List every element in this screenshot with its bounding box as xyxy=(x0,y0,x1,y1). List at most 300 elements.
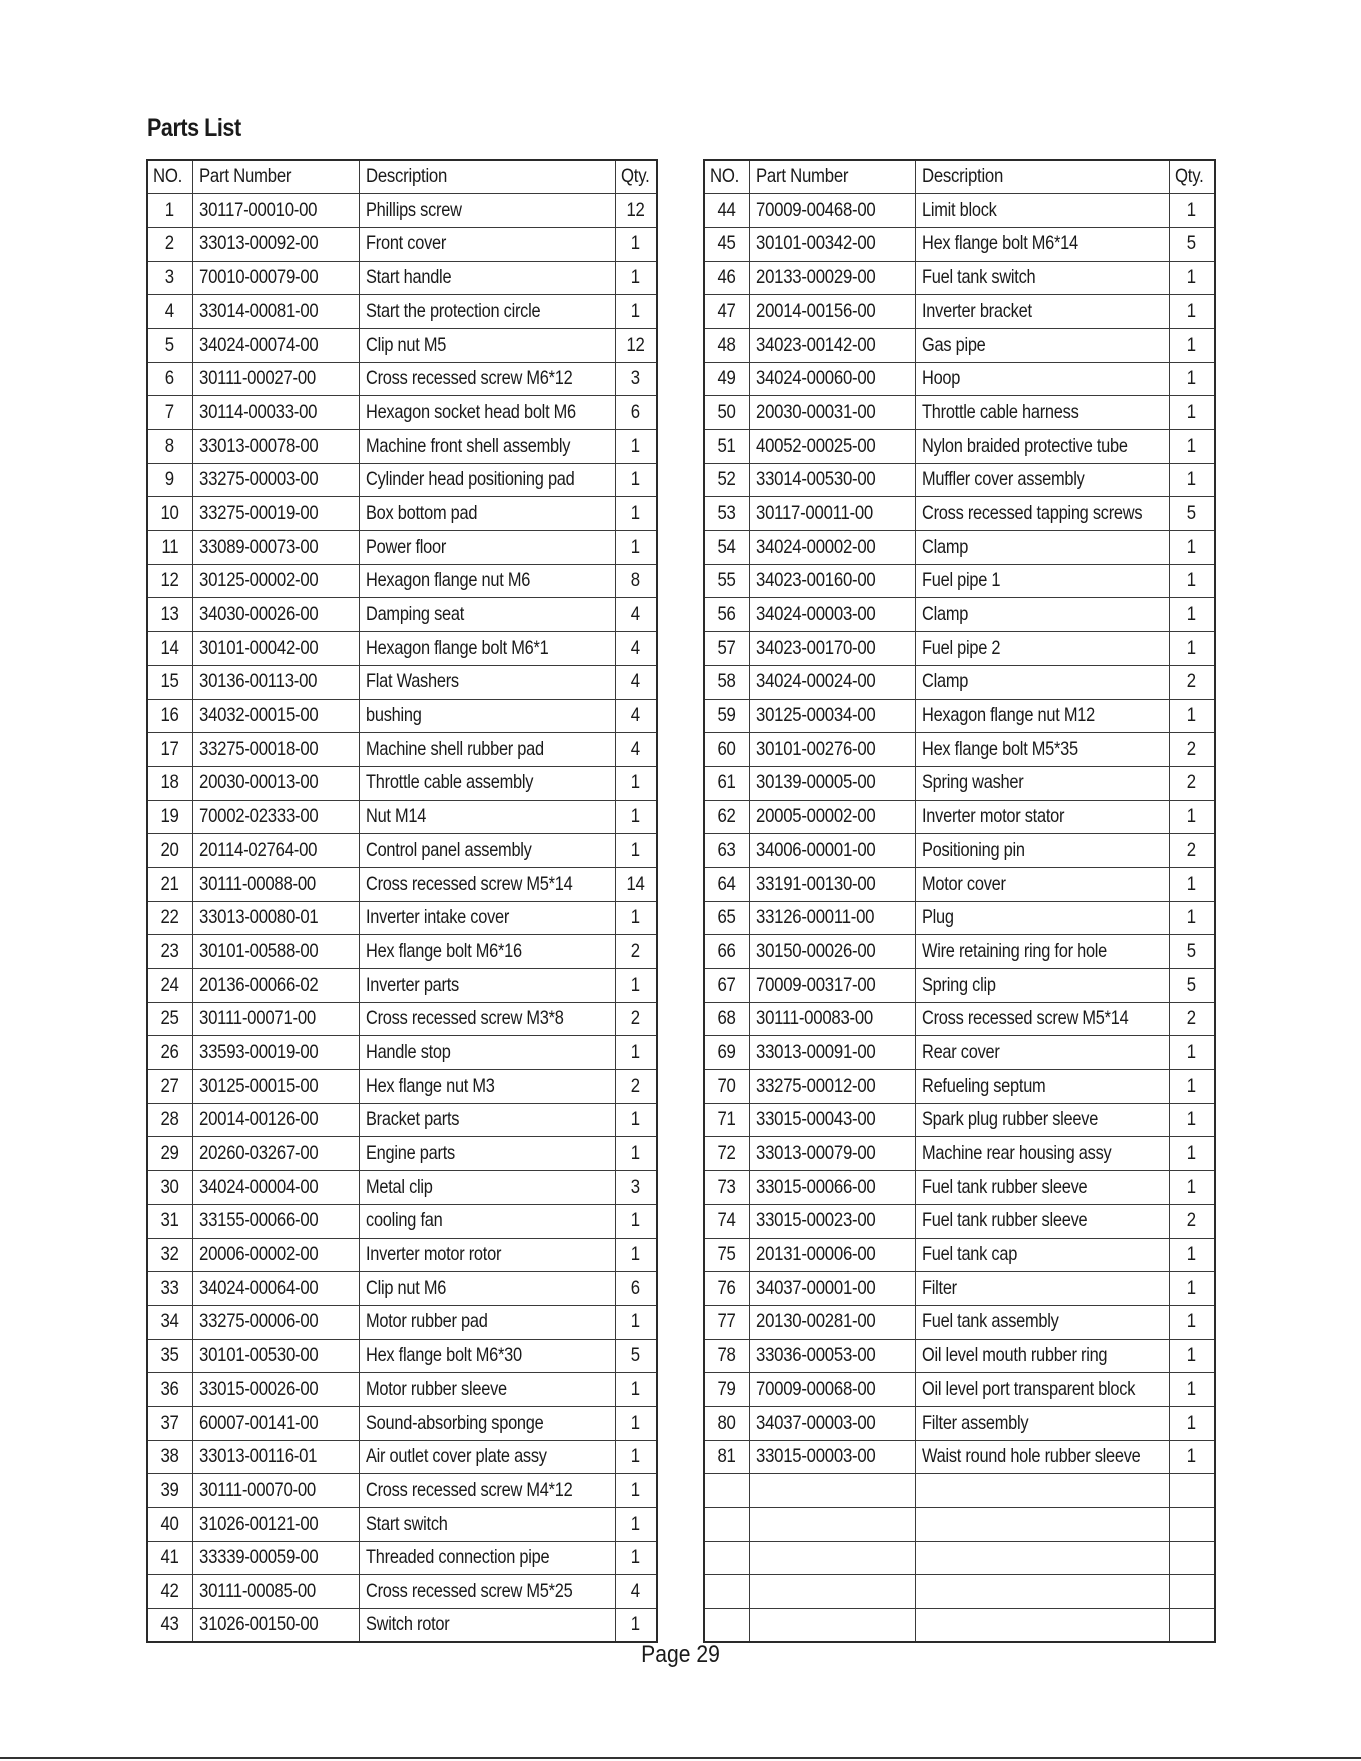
cell-no: 79 xyxy=(704,1373,749,1407)
cell-no xyxy=(704,1474,749,1508)
cell-qty: 1 xyxy=(615,1541,657,1575)
table-row xyxy=(147,194,657,228)
table-row xyxy=(147,1204,657,1238)
cell-part-number: 33036-00053-00 xyxy=(749,1339,915,1373)
cell-no: 52 xyxy=(704,463,749,497)
cell-qty: 1 xyxy=(615,1406,657,1440)
cell-description: Positioning pin xyxy=(915,834,1169,868)
table-row xyxy=(704,497,1215,531)
cell-description: Clip nut M5 xyxy=(359,328,615,362)
cell-no: 15 xyxy=(147,665,192,699)
table-row xyxy=(147,1305,657,1339)
cell-part-number: 34024-00074-00 xyxy=(192,328,359,362)
cell-no: 69 xyxy=(704,1036,749,1070)
cell-description: Cross recessed tapping screws xyxy=(915,497,1169,531)
cell-no: 45 xyxy=(704,227,749,261)
cell-no: 66 xyxy=(704,935,749,969)
cell-description: Plug xyxy=(915,901,1169,935)
table-row xyxy=(147,766,657,800)
cell-description: Clamp xyxy=(915,598,1169,632)
cell-no: 65 xyxy=(704,901,749,935)
table-row xyxy=(147,1103,657,1137)
cell-part-number: 20130-00281-00 xyxy=(749,1305,915,1339)
cell-qty: 1 xyxy=(615,430,657,464)
cell-part-number: 30125-00034-00 xyxy=(749,699,915,733)
table-row xyxy=(704,901,1215,935)
cell-no: 27 xyxy=(147,1070,192,1104)
cell-qty: 1 xyxy=(615,766,657,800)
cell-description: Filter assembly xyxy=(915,1406,1169,1440)
cell-description: Hoop xyxy=(915,362,1169,396)
table-row xyxy=(147,665,657,699)
cell-part-number: 33015-00026-00 xyxy=(192,1373,359,1407)
cell-qty: 1 xyxy=(1169,430,1215,464)
cell-no: 61 xyxy=(704,766,749,800)
cell-description: Cross recessed screw M3*8 xyxy=(359,1002,615,1036)
cell-qty: 2 xyxy=(615,935,657,969)
cell-qty: 1 xyxy=(1169,261,1215,295)
cell-no: 36 xyxy=(147,1373,192,1407)
cell-description: Muffler cover assembly xyxy=(915,463,1169,497)
cell-part-number: 30101-00042-00 xyxy=(192,632,359,666)
cell-part-number: 34030-00026-00 xyxy=(192,598,359,632)
cell-part-number: 34024-00003-00 xyxy=(749,598,915,632)
cell-qty: 1 xyxy=(1169,564,1215,598)
cell-no: 7 xyxy=(147,396,192,430)
cell-description: Sound-absorbing sponge xyxy=(359,1406,615,1440)
cell-part-number: 20030-00013-00 xyxy=(192,766,359,800)
cell-no: 58 xyxy=(704,665,749,699)
table-row xyxy=(147,1171,657,1205)
table-row xyxy=(147,531,657,565)
cell-part-number: 33015-00003-00 xyxy=(749,1440,915,1474)
cell-qty: 1 xyxy=(615,1238,657,1272)
cell-no: 8 xyxy=(147,430,192,464)
cell-part-number xyxy=(749,1541,915,1575)
cell-qty: 1 xyxy=(1169,632,1215,666)
cell-description: Fuel tank assembly xyxy=(915,1305,1169,1339)
table-row xyxy=(704,632,1215,666)
cell-description: cooling fan xyxy=(359,1204,615,1238)
cell-part-number: 33015-00066-00 xyxy=(749,1171,915,1205)
cell-description: Start the protection circle xyxy=(359,295,615,329)
cell-part-number: 30101-00588-00 xyxy=(192,935,359,969)
table-row xyxy=(147,1609,657,1643)
cell-qty: 4 xyxy=(615,665,657,699)
cell-qty: 1 xyxy=(1169,1070,1215,1104)
cell-description: Box bottom pad xyxy=(359,497,615,531)
cell-no: 54 xyxy=(704,531,749,565)
cell-description: Inverter motor rotor xyxy=(359,1238,615,1272)
table-row xyxy=(147,564,657,598)
cell-description: Fuel tank switch xyxy=(915,261,1169,295)
cell-part-number xyxy=(749,1508,915,1542)
parts-table-left-body xyxy=(147,194,657,1643)
cell-description: Inverter parts xyxy=(359,969,615,1003)
cell-part-number: 33155-00066-00 xyxy=(192,1204,359,1238)
table-row xyxy=(704,1070,1215,1104)
table-row xyxy=(147,1440,657,1474)
cell-qty: 1 xyxy=(615,1103,657,1137)
table-row xyxy=(704,227,1215,261)
cell-part-number: 33191-00130-00 xyxy=(749,867,915,901)
cell-description: Start switch xyxy=(359,1508,615,1542)
cell-description: Fuel pipe 2 xyxy=(915,632,1169,666)
cell-qty: 14 xyxy=(615,867,657,901)
cell-description: Oil level port transparent block xyxy=(915,1373,1169,1407)
table-row xyxy=(147,261,657,295)
cell-description: Spring clip xyxy=(915,969,1169,1003)
table-row xyxy=(704,1137,1215,1171)
cell-no: 60 xyxy=(704,733,749,767)
cell-part-number: 70009-00317-00 xyxy=(749,969,915,1003)
cell-description: Cross recessed screw M5*14 xyxy=(915,1002,1169,1036)
cell-no: 21 xyxy=(147,867,192,901)
cell-no: 11 xyxy=(147,531,192,565)
cell-no: 9 xyxy=(147,463,192,497)
cell-no: 17 xyxy=(147,733,192,767)
cell-no: 71 xyxy=(704,1103,749,1137)
table-row xyxy=(704,328,1215,362)
cell-no: 43 xyxy=(147,1609,192,1643)
cell-part-number xyxy=(749,1474,915,1508)
cell-description: Wire retaining ring for hole xyxy=(915,935,1169,969)
cell-no: 28 xyxy=(147,1103,192,1137)
cell-no: 81 xyxy=(704,1440,749,1474)
cell-description: Cross recessed screw M6*12 xyxy=(359,362,615,396)
cell-no: 53 xyxy=(704,497,749,531)
table-row xyxy=(704,665,1215,699)
cell-no: 55 xyxy=(704,564,749,598)
cell-qty: 1 xyxy=(1169,598,1215,632)
table-row xyxy=(704,699,1215,733)
cell-qty: 1 xyxy=(615,531,657,565)
cell-qty: 1 xyxy=(615,1609,657,1643)
cell-qty: 1 xyxy=(1169,396,1215,430)
cell-no: 46 xyxy=(704,261,749,295)
cell-description: Hexagon flange bolt M6*1 xyxy=(359,632,615,666)
table-row xyxy=(147,800,657,834)
cell-description: Hex flange bolt M5*35 xyxy=(915,733,1169,767)
cell-description: Hex flange bolt M6*30 xyxy=(359,1339,615,1373)
cell-description: Fuel pipe 1 xyxy=(915,564,1169,598)
table-row xyxy=(704,969,1215,1003)
cell-description: Machine front shell assembly xyxy=(359,430,615,464)
cell-qty: 4 xyxy=(615,1575,657,1609)
cell-no: 57 xyxy=(704,632,749,666)
cell-no: 64 xyxy=(704,867,749,901)
cell-qty: 1 xyxy=(1169,1339,1215,1373)
cell-qty: 1 xyxy=(1169,1440,1215,1474)
cell-part-number: 20260-03267-00 xyxy=(192,1137,359,1171)
cell-qty: 1 xyxy=(615,1474,657,1508)
cell-qty: 1 xyxy=(1169,295,1215,329)
cell-description: Switch rotor xyxy=(359,1609,615,1643)
cell-description: Inverter motor stator xyxy=(915,800,1169,834)
cell-no: 73 xyxy=(704,1171,749,1205)
cell-description: Air outlet cover plate assy xyxy=(359,1440,615,1474)
bottom-rule xyxy=(0,1757,1361,1759)
cell-description: Phillips screw xyxy=(359,194,615,228)
cell-qty: 1 xyxy=(1169,1171,1215,1205)
cell-no xyxy=(704,1609,749,1643)
cell-qty: 1 xyxy=(1169,901,1215,935)
cell-no: 33 xyxy=(147,1272,192,1306)
column-header-qty: Qty. xyxy=(615,160,657,194)
cell-part-number: 70009-00068-00 xyxy=(749,1373,915,1407)
cell-part-number: 33013-00092-00 xyxy=(192,227,359,261)
cell-part-number: 20005-00002-00 xyxy=(749,800,915,834)
parts-table-right-body xyxy=(704,194,1215,1643)
cell-part-number: 34023-00170-00 xyxy=(749,632,915,666)
cell-part-number: 30101-00342-00 xyxy=(749,227,915,261)
cell-description: Waist round hole rubber sleeve xyxy=(915,1440,1169,1474)
table-row xyxy=(704,733,1215,767)
cell-description: Refueling septum xyxy=(915,1070,1169,1104)
cell-description: Front cover xyxy=(359,227,615,261)
table-row xyxy=(704,261,1215,295)
cell-qty: 1 xyxy=(1169,867,1215,901)
table-row xyxy=(147,969,657,1003)
table-row xyxy=(147,632,657,666)
table-header-row xyxy=(704,160,1215,194)
cell-qty: 8 xyxy=(615,564,657,598)
cell-part-number: 30101-00530-00 xyxy=(192,1339,359,1373)
table-row xyxy=(147,834,657,868)
cell-description: Hexagon flange nut M6 xyxy=(359,564,615,598)
table-row xyxy=(147,1036,657,1070)
cell-part-number: 31026-00150-00 xyxy=(192,1609,359,1643)
cell-description: Inverter bracket xyxy=(915,295,1169,329)
cell-qty: 1 xyxy=(615,1373,657,1407)
cell-part-number: 30136-00113-00 xyxy=(192,665,359,699)
table-row xyxy=(147,362,657,396)
cell-qty xyxy=(1169,1575,1215,1609)
cell-no: 35 xyxy=(147,1339,192,1373)
cell-no: 51 xyxy=(704,430,749,464)
cell-part-number: 70002-02333-00 xyxy=(192,800,359,834)
cell-qty: 2 xyxy=(615,1070,657,1104)
column-header-description: Description xyxy=(359,160,615,194)
cell-qty: 1 xyxy=(1169,1305,1215,1339)
cell-part-number: 30111-00027-00 xyxy=(192,362,359,396)
cell-part-number: 30125-00002-00 xyxy=(192,564,359,598)
column-header-no: NO. xyxy=(704,160,749,194)
parts-table-left xyxy=(146,159,658,1643)
cell-part-number: 34037-00001-00 xyxy=(749,1272,915,1306)
cell-qty: 1 xyxy=(1169,800,1215,834)
cell-no: 80 xyxy=(704,1406,749,1440)
cell-part-number: 33275-00003-00 xyxy=(192,463,359,497)
cell-part-number: 33015-00023-00 xyxy=(749,1204,915,1238)
cell-qty: 1 xyxy=(615,1305,657,1339)
cell-qty: 1 xyxy=(1169,1373,1215,1407)
cell-part-number: 30101-00276-00 xyxy=(749,733,915,767)
cell-description xyxy=(915,1609,1169,1643)
cell-no: 3 xyxy=(147,261,192,295)
cell-description: Power floor xyxy=(359,531,615,565)
cell-part-number: 33593-00019-00 xyxy=(192,1036,359,1070)
cell-description: Filter xyxy=(915,1272,1169,1306)
cell-description: Inverter intake cover xyxy=(359,901,615,935)
cell-qty: 1 xyxy=(1169,463,1215,497)
column-header-description: Description xyxy=(915,160,1169,194)
cell-description: Fuel tank rubber sleeve xyxy=(915,1204,1169,1238)
cell-qty: 1 xyxy=(615,1137,657,1171)
cell-qty: 2 xyxy=(1169,834,1215,868)
cell-qty: 3 xyxy=(615,1171,657,1205)
cell-no: 78 xyxy=(704,1339,749,1373)
cell-description: Clamp xyxy=(915,531,1169,565)
cell-part-number: 20131-00006-00 xyxy=(749,1238,915,1272)
table-row xyxy=(704,463,1215,497)
cell-part-number: 34023-00142-00 xyxy=(749,328,915,362)
table-row xyxy=(704,1036,1215,1070)
table-row xyxy=(147,598,657,632)
table-row xyxy=(147,328,657,362)
table-row xyxy=(704,1002,1215,1036)
cell-no: 12 xyxy=(147,564,192,598)
cell-description: Spring washer xyxy=(915,766,1169,800)
cell-part-number: 70010-00079-00 xyxy=(192,261,359,295)
cell-no: 76 xyxy=(704,1272,749,1306)
cell-no: 16 xyxy=(147,699,192,733)
cell-no: 70 xyxy=(704,1070,749,1104)
cell-part-number: 20136-00066-02 xyxy=(192,969,359,1003)
cell-description: Start handle xyxy=(359,261,615,295)
cell-description: Nylon braided protective tube xyxy=(915,430,1169,464)
cell-no: 41 xyxy=(147,1541,192,1575)
cell-description: Oil level mouth rubber ring xyxy=(915,1339,1169,1373)
cell-part-number: 30150-00026-00 xyxy=(749,935,915,969)
table-row xyxy=(147,733,657,767)
table-row xyxy=(704,766,1215,800)
cell-no: 47 xyxy=(704,295,749,329)
cell-description: Machine rear housing assy xyxy=(915,1137,1169,1171)
cell-description: Metal clip xyxy=(359,1171,615,1205)
cell-description: Hex flange nut M3 xyxy=(359,1070,615,1104)
cell-qty: 1 xyxy=(1169,1103,1215,1137)
table-row xyxy=(704,430,1215,464)
table-row xyxy=(147,1406,657,1440)
cell-description xyxy=(915,1474,1169,1508)
cell-description: Cylinder head positioning pad xyxy=(359,463,615,497)
cell-part-number: 20133-00029-00 xyxy=(749,261,915,295)
cell-no: 2 xyxy=(147,227,192,261)
cell-description: Spark plug rubber sleeve xyxy=(915,1103,1169,1137)
cell-part-number: 30111-00083-00 xyxy=(749,1002,915,1036)
cell-no: 32 xyxy=(147,1238,192,1272)
cell-part-number: 34024-00060-00 xyxy=(749,362,915,396)
cell-qty xyxy=(1169,1609,1215,1643)
cell-qty: 1 xyxy=(615,295,657,329)
cell-description: Nut M14 xyxy=(359,800,615,834)
cell-qty: 5 xyxy=(1169,497,1215,531)
cell-qty: 1 xyxy=(1169,1036,1215,1070)
cell-qty: 5 xyxy=(1169,935,1215,969)
table-row xyxy=(147,1339,657,1373)
table-row xyxy=(147,227,657,261)
column-header-part-number: Part Number xyxy=(749,160,915,194)
table-row xyxy=(147,867,657,901)
cell-description: Machine shell rubber pad xyxy=(359,733,615,767)
table-row xyxy=(147,463,657,497)
cell-qty: 2 xyxy=(1169,665,1215,699)
cell-qty: 3 xyxy=(615,362,657,396)
cell-part-number: 34006-00001-00 xyxy=(749,834,915,868)
cell-qty: 1 xyxy=(1169,328,1215,362)
cell-no: 48 xyxy=(704,328,749,362)
cell-no: 14 xyxy=(147,632,192,666)
cell-description: Throttle cable assembly xyxy=(359,766,615,800)
cell-part-number: 33013-00116-01 xyxy=(192,1440,359,1474)
cell-description xyxy=(915,1575,1169,1609)
cell-no: 5 xyxy=(147,328,192,362)
table-row xyxy=(704,1575,1215,1609)
table-row xyxy=(147,1508,657,1542)
cell-description: Engine parts xyxy=(359,1137,615,1171)
cell-part-number: 34024-00004-00 xyxy=(192,1171,359,1205)
cell-part-number: 40052-00025-00 xyxy=(749,430,915,464)
cell-no: 10 xyxy=(147,497,192,531)
cell-no: 19 xyxy=(147,800,192,834)
table-row xyxy=(704,1609,1215,1643)
cell-qty: 1 xyxy=(615,227,657,261)
table-row xyxy=(704,1373,1215,1407)
table-row xyxy=(147,1272,657,1306)
cell-qty: 1 xyxy=(615,901,657,935)
cell-no xyxy=(704,1508,749,1542)
table-row xyxy=(147,699,657,733)
cell-description xyxy=(915,1541,1169,1575)
cell-part-number: 34023-00160-00 xyxy=(749,564,915,598)
cell-qty: 1 xyxy=(615,261,657,295)
cell-part-number: 33013-00079-00 xyxy=(749,1137,915,1171)
cell-no xyxy=(704,1575,749,1609)
cell-part-number: 30111-00085-00 xyxy=(192,1575,359,1609)
table-row xyxy=(704,194,1215,228)
cell-part-number: 34032-00015-00 xyxy=(192,699,359,733)
cell-qty: 1 xyxy=(1169,1272,1215,1306)
table-row xyxy=(147,1541,657,1575)
cell-qty: 1 xyxy=(1169,1406,1215,1440)
cell-no: 4 xyxy=(147,295,192,329)
table-row xyxy=(704,800,1215,834)
table-row xyxy=(704,1238,1215,1272)
table-row xyxy=(147,1575,657,1609)
cell-description: Hexagon socket head bolt M6 xyxy=(359,396,615,430)
cell-part-number: 33275-00019-00 xyxy=(192,497,359,531)
table-row xyxy=(704,531,1215,565)
cell-description xyxy=(915,1508,1169,1542)
cell-qty: 5 xyxy=(1169,969,1215,1003)
cell-no: 22 xyxy=(147,901,192,935)
cell-description: bushing xyxy=(359,699,615,733)
cell-part-number: 34037-00003-00 xyxy=(749,1406,915,1440)
cell-no: 62 xyxy=(704,800,749,834)
cell-part-number: 34024-00002-00 xyxy=(749,531,915,565)
cell-qty: 2 xyxy=(1169,733,1215,767)
page-number: Page 29 xyxy=(641,1641,720,1668)
cell-part-number: 30111-00071-00 xyxy=(192,1002,359,1036)
cell-no: 50 xyxy=(704,396,749,430)
cell-qty: 1 xyxy=(1169,699,1215,733)
cell-no: 13 xyxy=(147,598,192,632)
cell-description: Handle stop xyxy=(359,1036,615,1070)
cell-qty: 2 xyxy=(615,1002,657,1036)
table-row xyxy=(704,1171,1215,1205)
cell-part-number: 33275-00018-00 xyxy=(192,733,359,767)
